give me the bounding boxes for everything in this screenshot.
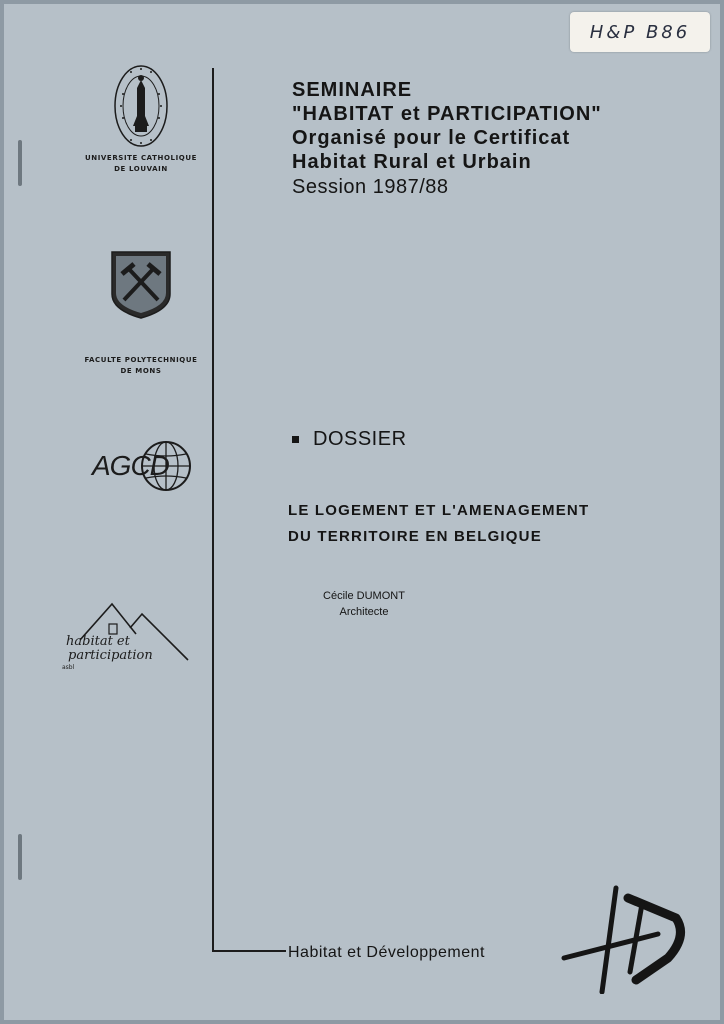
hp-logo-line1: habitat et (66, 634, 130, 649)
hd-monogram-icon (558, 884, 698, 994)
seminar-title-line4: Habitat Rural et Urbain (292, 151, 532, 173)
agcd-text: AGCD (92, 450, 169, 481)
dossier-label: DOSSIER (313, 428, 407, 450)
dossier-heading (292, 428, 407, 451)
sticker-text: H&P B86 (589, 21, 691, 43)
seminar-title-line2: "HABITAT et PARTICIPATION" (292, 103, 602, 125)
document-title (288, 498, 589, 550)
seminar-title-line3: Organisé pour le Certificat (292, 127, 571, 149)
horizontal-divider (212, 950, 286, 952)
hp-logo-line2: participation (68, 648, 153, 663)
bullet-icon (292, 436, 299, 443)
vertical-divider (212, 68, 214, 952)
seminar-title-block (292, 78, 602, 200)
fpms-logo (76, 250, 206, 377)
ucl-logo (76, 64, 206, 175)
fpms-caption-line1: FACULTE POLYTECHNIQUE (84, 356, 198, 364)
seminar-title-line1: SEMINAIRE (292, 79, 413, 101)
hp-logo-line3: asbl (62, 664, 75, 671)
publisher-name: Habitat et Développement (288, 944, 485, 961)
ucl-caption-line2: DE LOUVAIN (114, 165, 168, 173)
session-text: Session 1987/88 (292, 176, 449, 198)
author-block (304, 588, 424, 620)
shield-icon (110, 250, 172, 320)
ucl-caption-line1: UNIVERSITE CATHOLIQUE (84, 154, 198, 162)
staple-bottom (18, 834, 22, 880)
library-label-sticker (570, 12, 710, 52)
habitat-developpement-logo (558, 884, 698, 999)
document-cover (4, 4, 720, 1020)
ucl-seal-icon (113, 64, 169, 148)
staple-top (18, 140, 22, 186)
habitat-participation-logo (60, 600, 190, 680)
agcd-logo (90, 438, 200, 494)
author-name: Cécile DUMONT (323, 590, 405, 602)
author-role: Architecte (339, 606, 389, 618)
fpms-caption-line2: DE MONS (120, 367, 162, 375)
document-title-line2: DU TERRITOIRE EN BELGIQUE (288, 528, 542, 545)
document-title-line1: LE LOGEMENT ET L'AMENAGEMENT (288, 502, 590, 519)
